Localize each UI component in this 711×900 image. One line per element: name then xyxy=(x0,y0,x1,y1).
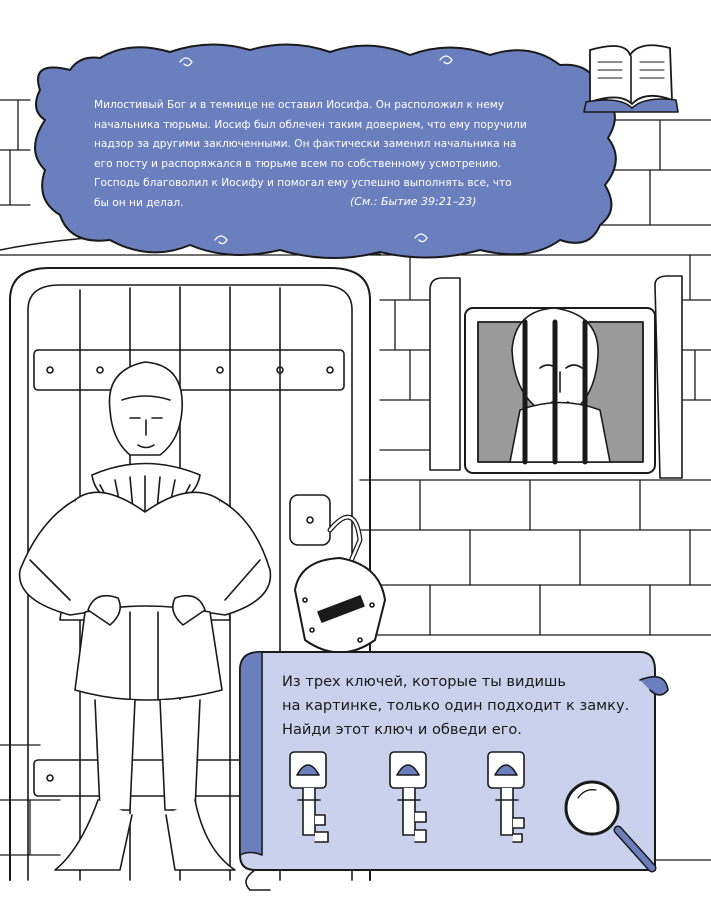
task-line: Найди этот ключ и обведи его. xyxy=(282,721,522,738)
story-line: надзор за другими заключенными. Он фактически заменил начальника на xyxy=(94,138,517,150)
story-line: бы он ни делал. xyxy=(94,196,184,209)
story-line: Милостивый Бог и в темнице не оставил Иосифа. Он расположил к нему xyxy=(94,99,504,111)
story-reference: (См.: Бытие 39:21–23) xyxy=(350,195,477,208)
prison-window xyxy=(430,276,682,478)
story-line: его посту и распоряжался в тюрьме всем по собственному усмотрению. xyxy=(94,157,502,170)
story-line: начальника тюрьмы. Иосиф был облечен таким доверием, что ему поручили xyxy=(94,118,527,131)
open-book-icon xyxy=(584,45,678,112)
task-line: на картинке, только один подходит к замку. xyxy=(282,697,630,714)
joseph-figure xyxy=(20,362,271,870)
task-text xyxy=(282,670,642,742)
story-line: Господь благоволил к Иосифу и помогал ему успешно выполнять все, что xyxy=(94,177,512,189)
story-text xyxy=(94,96,562,213)
task-line: Из трех ключей, которые ты видишь xyxy=(282,673,566,690)
